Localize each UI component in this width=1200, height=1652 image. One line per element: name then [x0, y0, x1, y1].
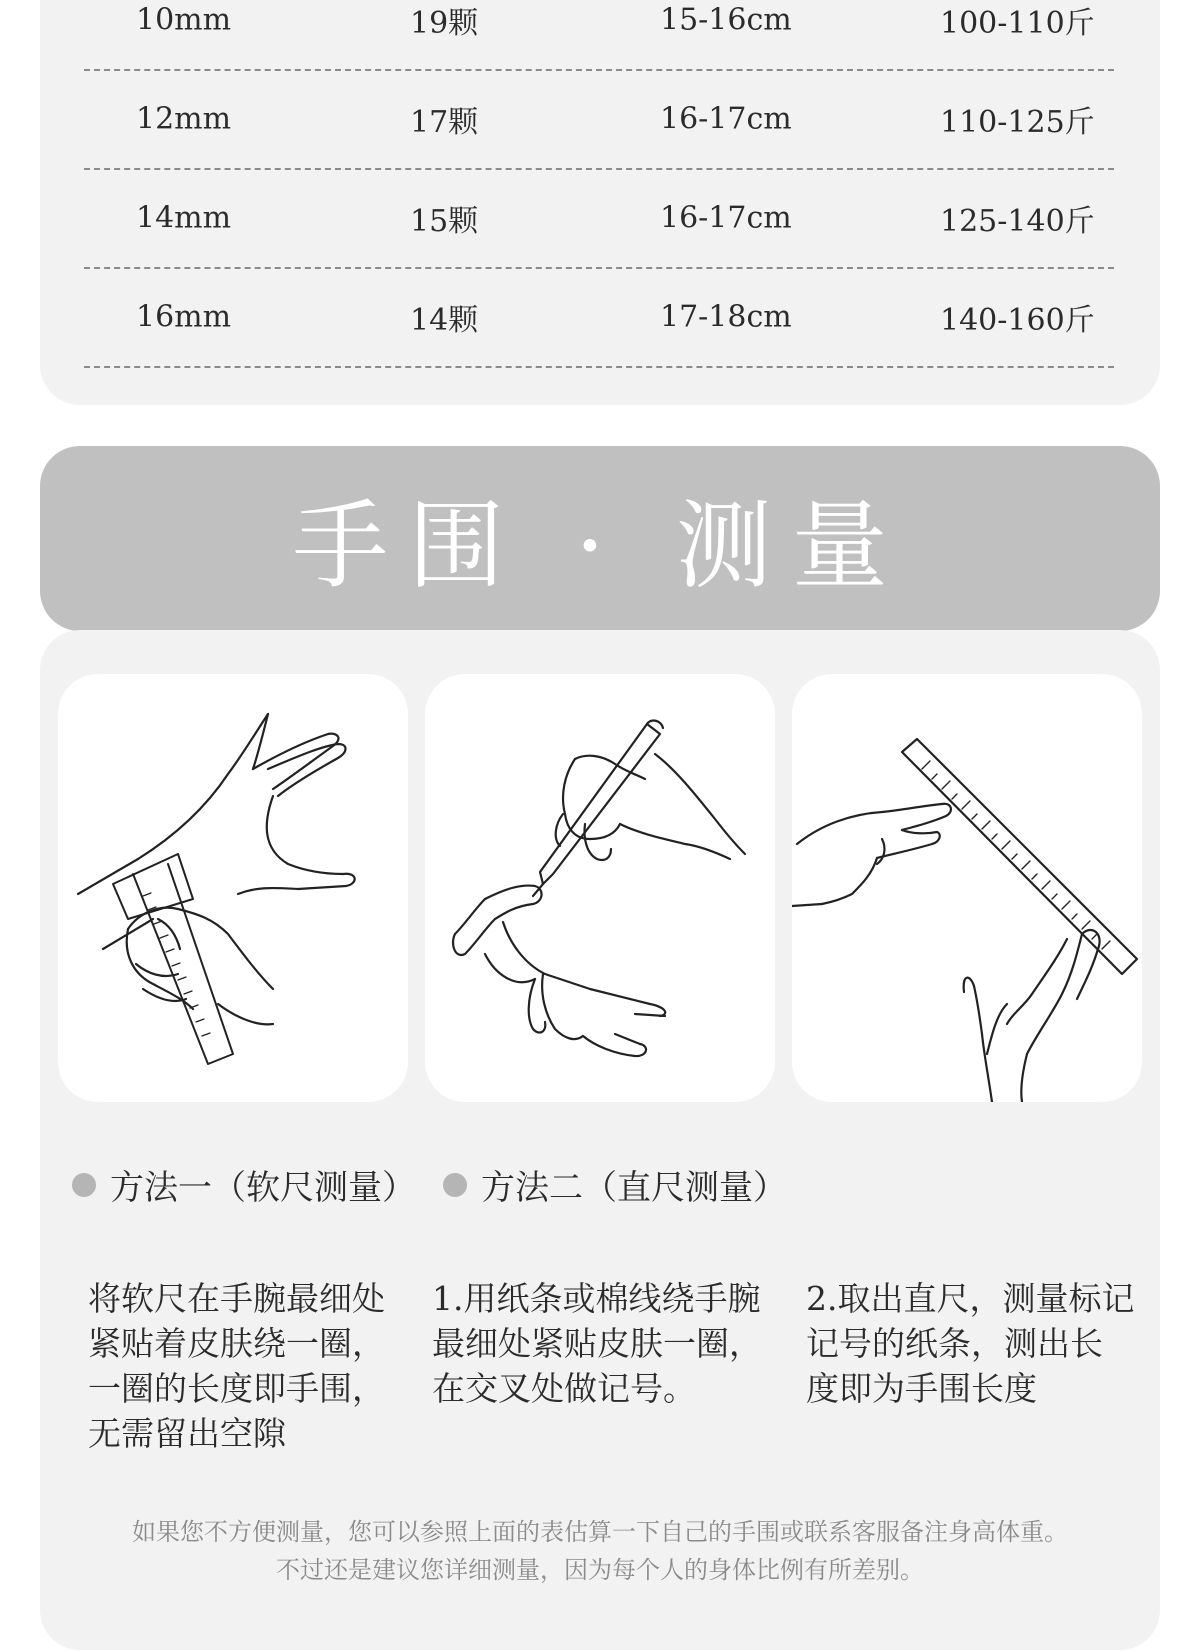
wrist-size: 16-17cm: [660, 200, 792, 235]
step-one-text: [88, 1276, 385, 1456]
ruler-measure-illustration: [792, 674, 1142, 1102]
text-line: 度即为手围长度: [806, 1369, 1037, 1408]
bead-count: 19颗: [410, 5, 479, 41]
text-line: 记号的纸条，测出长: [806, 1324, 1103, 1363]
method-one-text: 方法一（软尺测量）: [110, 1168, 416, 1208]
table-row: [84, 69, 1114, 170]
text-line: 无需留出空隙: [88, 1414, 286, 1453]
text-line: 紧贴着皮肤绕一圈，: [88, 1324, 385, 1363]
body-weight: 110-125斤: [940, 104, 1095, 140]
method-one-label: [72, 1160, 416, 1209]
bead-size: 12mm: [136, 101, 232, 136]
body-weight: 125-140斤: [940, 203, 1095, 239]
body-weight: 100-110斤: [940, 5, 1095, 41]
text-line: 最细处紧贴皮肤一圈，: [432, 1324, 762, 1363]
table-row: [84, 0, 1114, 71]
method-two-label: [443, 1160, 787, 1209]
wrist-size: 17-18cm: [660, 299, 792, 334]
bead-size: 16mm: [136, 299, 232, 334]
text-line: 一圈的长度即手围，: [88, 1369, 385, 1408]
bead-size: 14mm: [136, 200, 232, 235]
bead-count: 14颗: [410, 302, 479, 338]
section-header: [40, 446, 1160, 631]
wrist-size: 15-16cm: [660, 2, 792, 37]
footnote-line-2: 不过还是建议您详细测量，因为每个人的身体比例有所差别。: [276, 1556, 924, 1584]
step-three-text: [806, 1276, 1135, 1411]
wrist-size: 16-17cm: [660, 101, 792, 136]
footnote-line-1: 如果您不方便测量，您可以参照上面的表估算一下自己的手围或联系客服备注身高体重。: [132, 1518, 1068, 1546]
bead-size: 10mm: [136, 2, 232, 37]
body-weight: 140-160斤: [940, 302, 1095, 338]
soft-tape-wrist-illustration: [58, 674, 408, 1102]
bead-count: 17颗: [410, 104, 479, 140]
text-line: 将软尺在手腕最细处: [88, 1279, 385, 1318]
paper-strip-mark-illustration: [425, 674, 775, 1102]
method-two-text: 方法二（直尺测量）: [481, 1168, 787, 1208]
table-row: [84, 267, 1114, 368]
text-line: 2.取出直尺，测量标记: [806, 1279, 1135, 1318]
bullet-dot-icon: [72, 1173, 96, 1197]
bead-count: 15颗: [410, 203, 479, 239]
bullet-dot-icon: [443, 1173, 467, 1197]
table-row: [84, 168, 1114, 269]
text-line: 在交叉处做记号。: [432, 1369, 696, 1408]
step-two-text: [432, 1276, 762, 1411]
section-title: 手围 · 测量: [292, 490, 908, 602]
text-line: 1.用纸条或棉线绕手腕: [432, 1279, 761, 1318]
